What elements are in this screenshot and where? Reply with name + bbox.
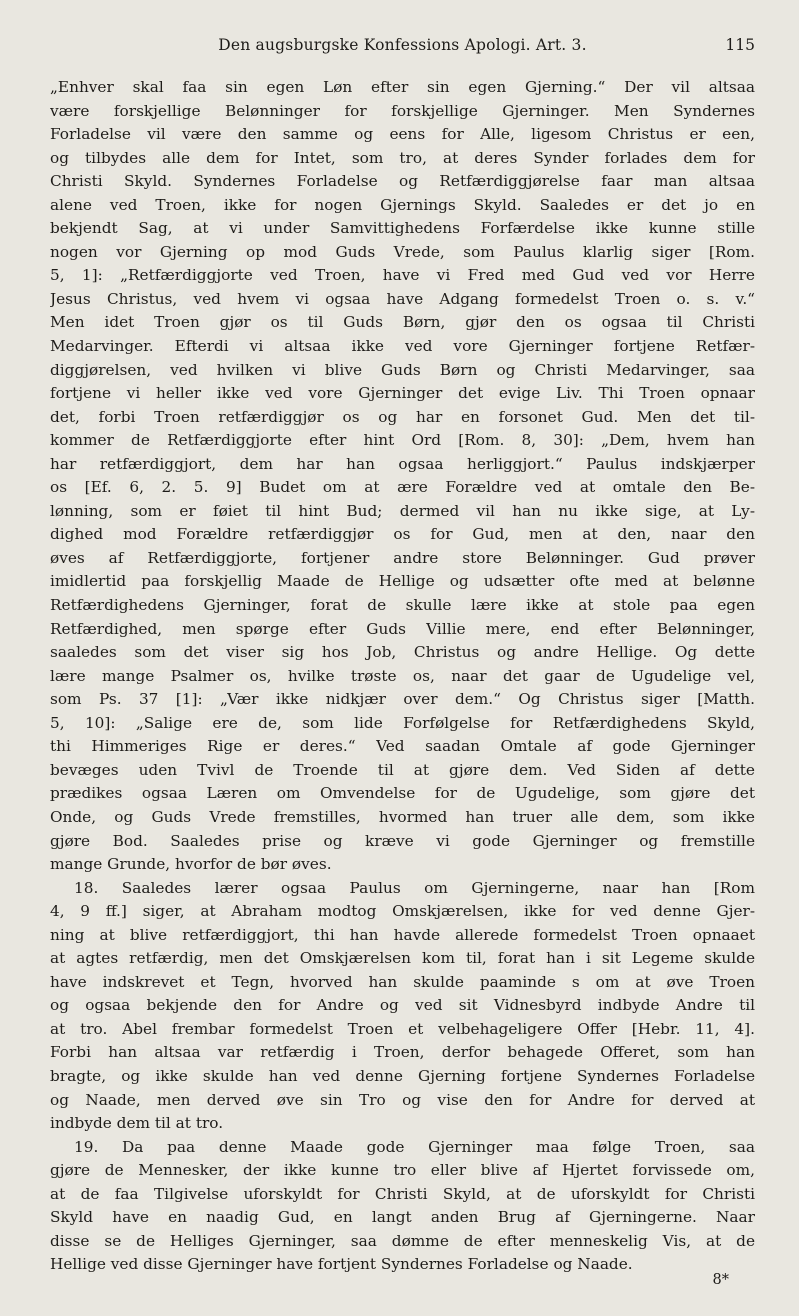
text-line: Forbi han altsaa var retfærdig i Troen, derfor behagede Offeret, som han — [50, 1043, 755, 1062]
text-line: saaledes som det viser sig hos Job, Christus og andre Hellige. Og dette — [50, 643, 755, 662]
text-line: Medarvinger. Efterdi vi altsaa ikke ved vore Gjerninger fortjene Retfær- — [50, 337, 755, 356]
text-line: det, forbi Troen retfærdiggjør os og har en forsonet Gud. Men det til- — [50, 407, 755, 426]
text-line: disse se de Helliges Gjerninger, saa dømme de efter menneskelig Vis, at de — [50, 1231, 755, 1250]
text-line: Onde, og Guds Vrede fremstilles, hvormed han truer alle dem, som ikke — [50, 807, 755, 826]
text-line: prædikes ogsaa Læren om Omvendelse for de Ugudelige, som gjøre det — [50, 784, 755, 803]
text-line: indbyde dem til at tro. — [50, 1114, 224, 1133]
text-line: thi Himmeriges Rige er deres.“ Ved saadan Omtale af gode Gjerninger — [50, 737, 755, 756]
text-line: lønning, som er føiet til hint Bud; dermed vil han nu ikke sige, at Ly- — [50, 501, 755, 520]
text-line: bragte, og ikke skulde han ved denne Gjerning fortjene Syndernes Forladelse — [50, 1066, 755, 1085]
text-line: 19. Da paa denne Maade gode Gjerninger maa følge Troen, saa — [74, 1137, 755, 1156]
text-line: Men idet Troen gjør os til Guds Børn, gjør den os ogsaa til Christi — [50, 313, 755, 332]
text-line: os [Ef. 6, 2. 5. 9] Budet om at ære Forældre ved at omtale den Be- — [50, 478, 755, 497]
printer-signature: 8* — [712, 1272, 729, 1288]
text-line: gjøre Bod. Saaledes prise og kræve vi gode Gjerninger og fremstille — [50, 831, 755, 850]
running-title: Den augsburgske Konfessions Apologi. Art. 3. — [218, 36, 587, 54]
text-line: bevæges uden Tvivl de Troende til at gjøre dem. Ved Siden af dette — [50, 760, 755, 779]
text-line: Jesus Christus, ved hvem vi ogsaa have Adgang formedelst Troen o. s. v.“ — [50, 289, 755, 308]
text-line: og Naade, men derved øve sin Tro og vise den for Andre for derved at — [50, 1090, 755, 1109]
text-line: ning at blive retfærdiggjort, thi han havde allerede formedelst Troen opnaaet — [50, 925, 755, 944]
text-line: Hellige ved disse Gjerninger have fortjent Syndernes Forladelse og Naade. — [50, 1255, 633, 1274]
text-line: 5, 10]: „Salige ere de, som lide Forfølgelse for Retfærdighedens Skyld, — [50, 713, 755, 732]
text-line: øves af Retfærdiggjorte, fortjener andre store Belønninger. Gud prøver — [50, 548, 755, 567]
text-line: diggjørelsen, ved hvilken vi blive Guds Børn og Christi Medarvinger, saa — [50, 360, 755, 379]
text-line: 5, 1]: „Retfærdiggjorte ved Troen, have vi Fred med Gud ved vor Herre — [50, 266, 755, 285]
text-line: og ogsaa bekjende den for Andre og ved sit Vidnesbyrd indbyde Andre til — [50, 996, 755, 1015]
text-line: at de faa Tilgivelse uforskyldt for Christi Skyld, at de uforskyldt for Christi — [50, 1184, 755, 1203]
text-line: imidlertid paa forskjellig Maade de Hellige og udsætter ofte med at belønne — [50, 572, 755, 591]
text-line: have indskrevet et Tegn, hvorved han skulde paaminde s om at øve Troen — [50, 972, 755, 991]
text-line: mange Grunde, hvorfor de bør øves. — [50, 855, 332, 874]
page-number: 115 — [725, 36, 755, 54]
text-line: har retfærdiggjort, dem har han ogsaa herliggjort.“ Paulus indskjærper — [50, 454, 755, 473]
text-line: „Enhver skal faa sin egen Løn efter sin egen Gjerning.“ Der vil altsaa — [50, 78, 755, 96]
text-line: som Ps. 37 [1]: „Vær ikke nidkjær over dem.“ Og Christus siger [Matth. — [50, 690, 755, 709]
text-line: bekjendt Sag, at vi under Samvittighedens Forfærdelse ikke kunne stille — [50, 219, 755, 238]
text-line: Retfærdighedens Gjerninger, forat de skulle lære ikke at stole paa egen — [50, 596, 755, 615]
text-line: alene ved Troen, ikke for nogen Gjernings Skyld. Saaledes er det jo en — [50, 195, 755, 214]
text-line: og tilbydes alle dem for Intet, som tro, at deres Synder forlades dem for — [50, 148, 755, 167]
text-line: Forladelse vil være den samme og eens for Alle, ligesom Christus er een, — [50, 125, 755, 144]
body-text — [50, 76, 755, 1277]
text-line: Skyld have en naadig Gud, en langt anden Brug af Gjerningerne. Naar — [50, 1208, 755, 1227]
text-line: 18. Saaledes lærer ogsaa Paulus om Gjerningerne, naar han [Rom — [74, 878, 755, 897]
text-line: Retfærdighed, men spørge efter Guds Villie mere, end efter Belønninger, — [50, 619, 755, 638]
text-line: at tro. Abel frembar formedelst Troen et velbehageligere Offer [Hebr. 11, 4]. — [50, 1019, 755, 1038]
text-line: kommer de Retfærdiggjorte efter hint Ord [Rom. 8, 30]: „Dem, hvem han — [50, 431, 755, 450]
text-line: gjøre de Mennesker, der ikke kunne tro eller blive af Hjertet forvissede om, — [50, 1161, 755, 1180]
text-line: at agtes retfærdig, men det Omskjærelsen kom til, forat han i sit Legeme skulde — [50, 949, 755, 968]
text-line: være forskjellige Belønninger for forskjellige Gjerninger. Men Syndernes — [50, 101, 755, 120]
text-line: lære mange Psalmer os, hvilke trøste os, naar det gaar de Ugudelige vel, — [50, 666, 755, 685]
text-line: 4, 9 ff.] siger, at Abraham modtog Omskjærelsen, ikke for ved denne Gjer- — [50, 902, 755, 921]
text-line: fortjene vi heller ikke ved vore Gjerninger det evige Liv. Thi Troen opnaar — [50, 384, 755, 403]
text-line: dighed mod Forældre retfærdiggjør os for Gud, men at den, naar den — [50, 525, 755, 544]
text-line: nogen vor Gjerning op mod Guds Vrede, som Paulus klarlig siger [Rom. — [50, 242, 755, 261]
text-line: Christi Skyld. Syndernes Forladelse og Retfærdiggjørelse faar man altsaa — [50, 172, 755, 191]
running-head — [50, 36, 755, 58]
